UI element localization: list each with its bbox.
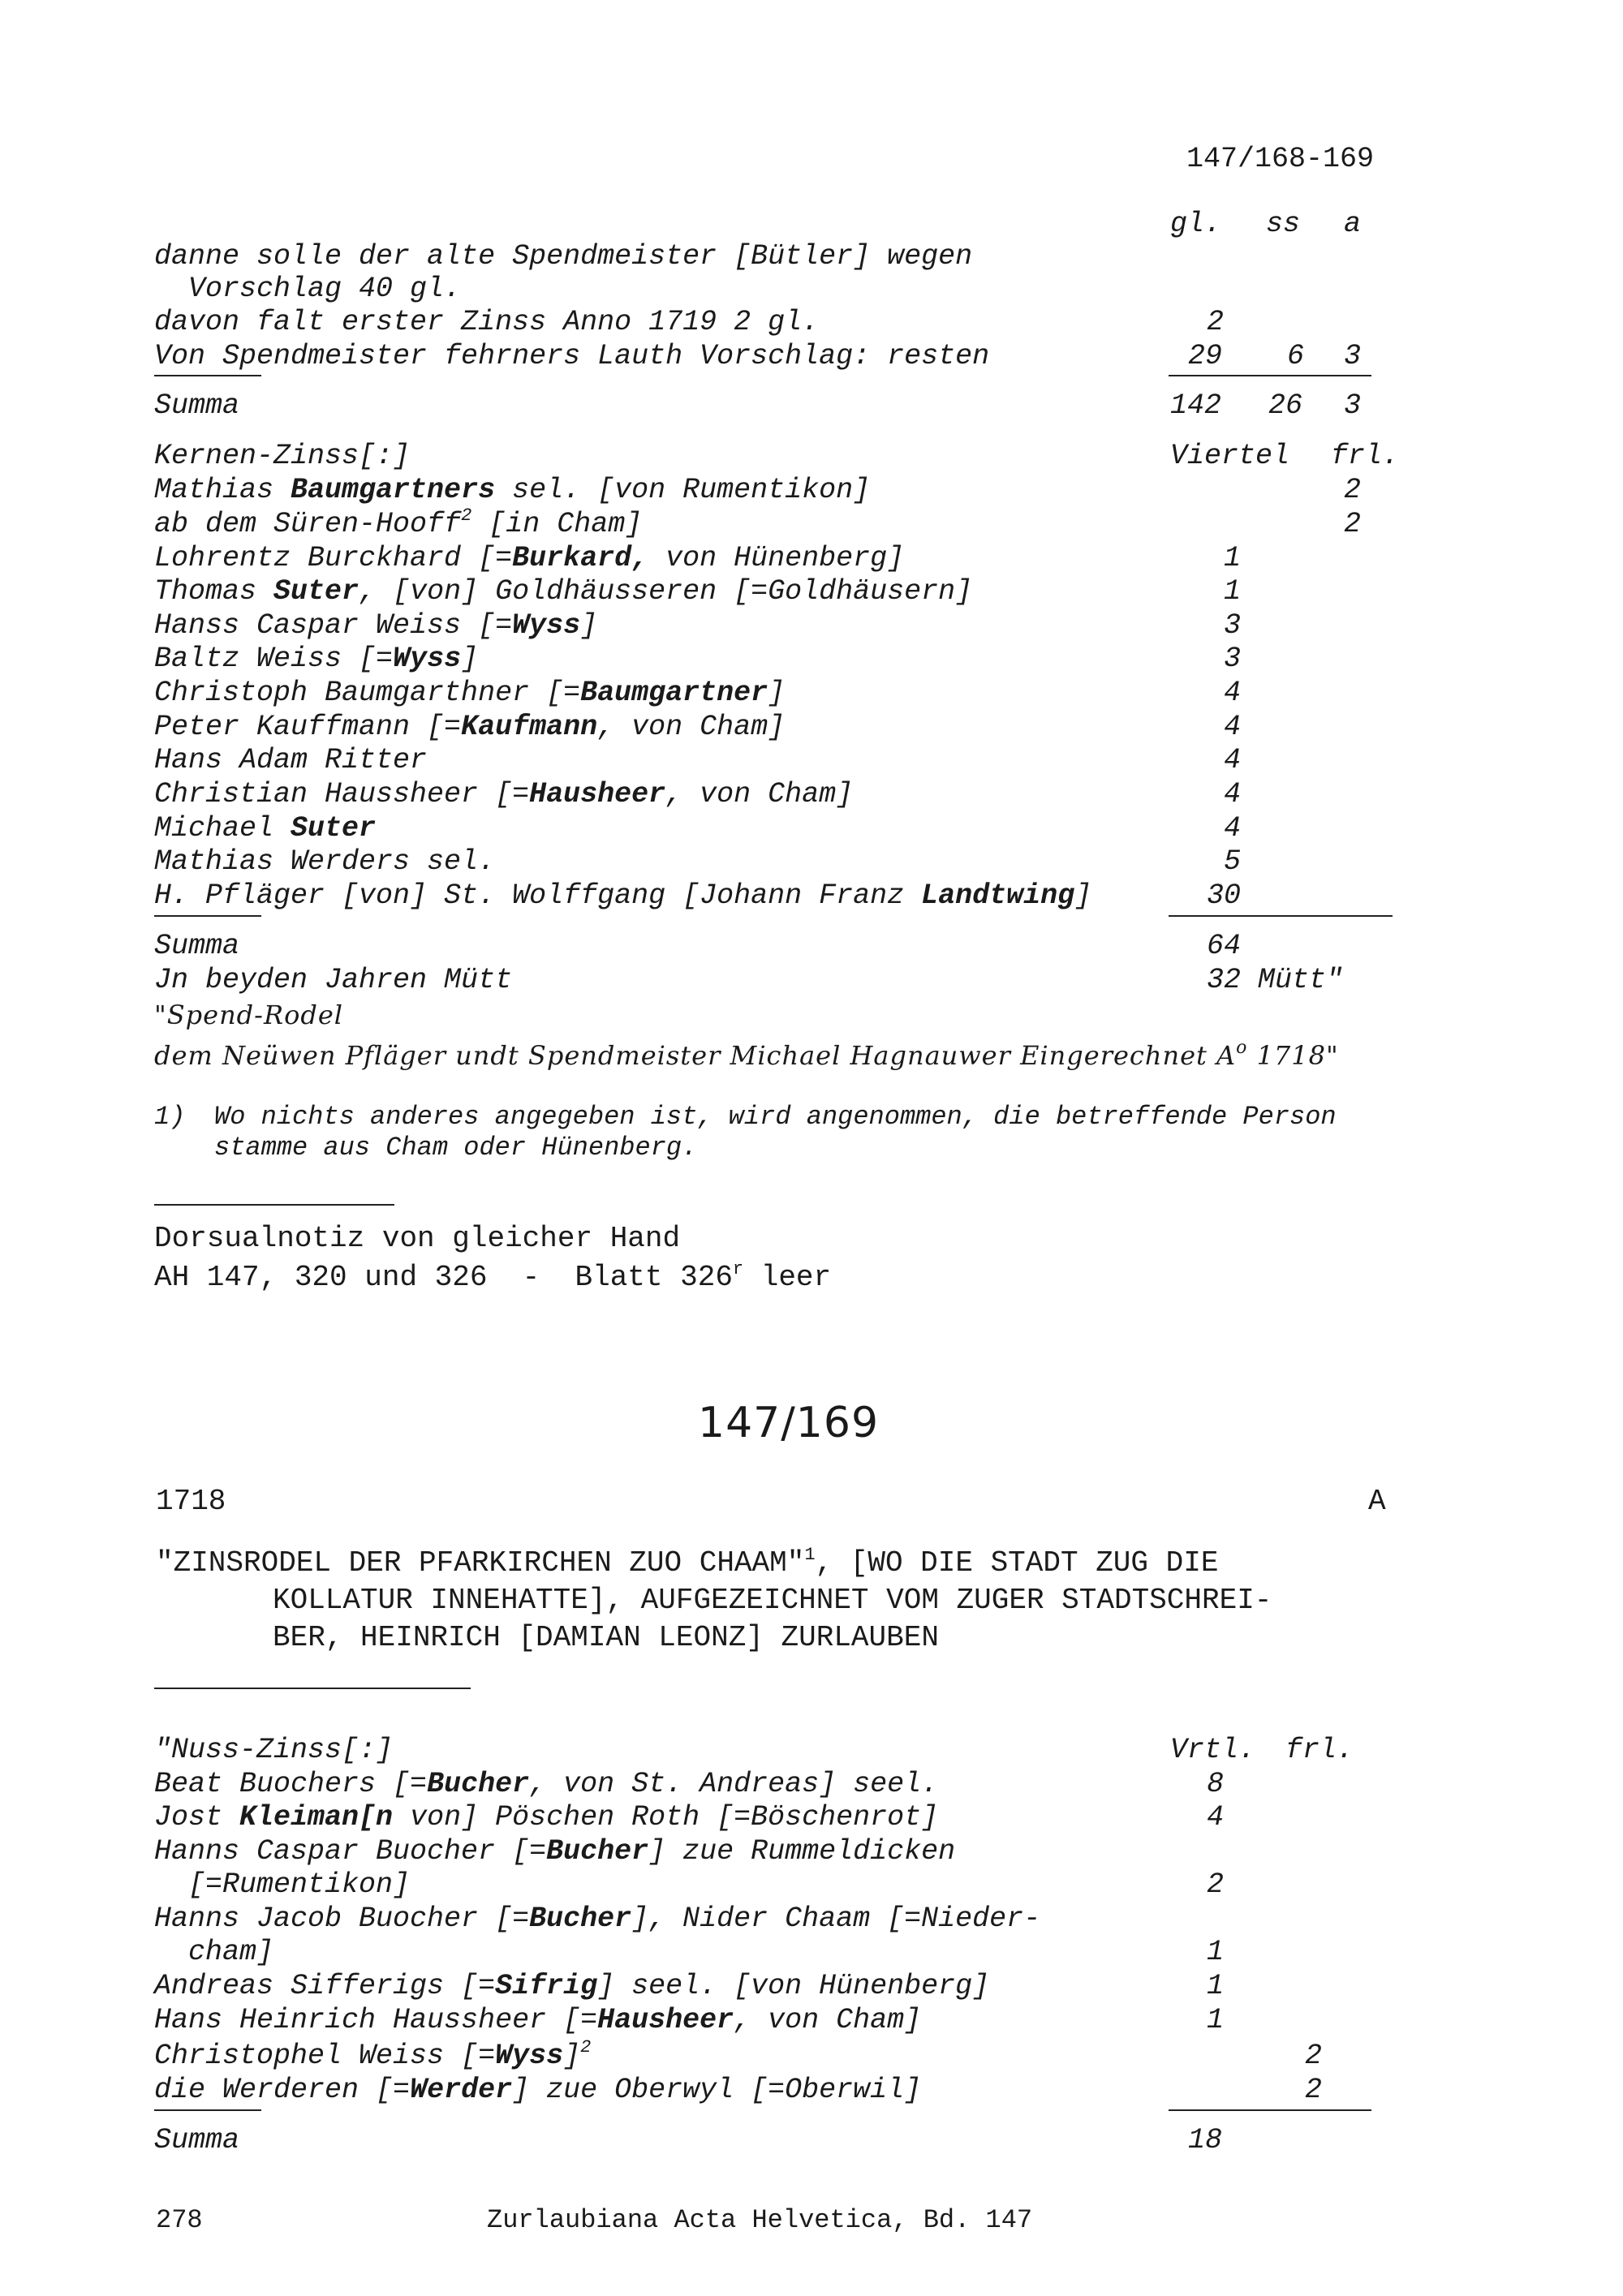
list-item: Peter Kauffmann [=Kaufmann, von Cham] <box>154 711 786 743</box>
value-vrtl: 1 <box>1207 2004 1225 2036</box>
divider <box>1169 2109 1371 2111</box>
divider <box>154 1688 471 1689</box>
archive-reference: AH 147, 320 und 326 - Blatt 326$^r$ leer <box>154 1259 832 1294</box>
column-header-viertel: Viertel <box>1170 440 1290 472</box>
column-header-gl: gl. <box>1170 208 1222 240</box>
list-item: Michael Suter <box>154 812 377 845</box>
table1-row-text: danne solle der alte Spendmeister [Bütler] wegen <box>154 240 973 273</box>
value-viertel: 4 <box>1224 812 1242 845</box>
list-item: Christoph Baumgarthner [=Baumgartner] <box>154 677 786 709</box>
list-item: ab dem Süren-Hooff$^2$ [in Cham] <box>154 505 643 540</box>
document-heading-line: KOLLATUR INNEHATTE], AUFGEZEICHNET VOM ZUGER STADTSCHREI- <box>273 1584 1272 1617</box>
table1-value-ss: 6 <box>1287 340 1305 372</box>
value-vrtl: 2 <box>1207 1868 1225 1901</box>
divider <box>154 915 261 917</box>
year: 1718 <box>156 1485 226 1518</box>
list-item: Thomas Suter, [von] Goldhäusseren [=Goldhäusern] <box>154 575 973 608</box>
value-viertel: 30 <box>1207 879 1242 912</box>
footnote-number: 1) <box>154 1102 186 1132</box>
value-vrtl: 1 <box>1207 1970 1225 2002</box>
summa-label: Summa <box>154 2124 240 2156</box>
list-item: Hanss Caspar Weiss [=Wyss] <box>154 609 598 642</box>
footnote-line: Wo nichts anderes angegeben ist, wird angenommen, die betreffende Person <box>214 1102 1337 1132</box>
summa-viertel: 64 <box>1207 930 1242 962</box>
value-viertel: 4 <box>1224 744 1242 776</box>
value-viertel: 4 <box>1224 677 1242 709</box>
list-item: Hans Heinrich Haussheer [=Hausheer, von Cham] <box>154 2004 922 2036</box>
list-item: Beat Buochers [=Bucher, von St. Andreas] seel. <box>154 1768 939 1800</box>
value-viertel: 5 <box>1224 845 1242 878</box>
column-header-a: a <box>1344 208 1362 240</box>
table1-row-text: Von Spendmeister fehrners Lauth Vorschlag: resten <box>154 340 990 372</box>
script-line-title: "Spend-Rodel <box>154 1000 343 1030</box>
list-item: H. Pfläger [von] St. Wolffgang [Johann Franz Landtwing] <box>154 879 1092 912</box>
section-title-kernen: Kernen-Zinss[:] <box>154 440 411 472</box>
section-title-nuss: "Nuss-Zinss[:] <box>154 1734 394 1766</box>
list-item: cham] <box>154 1936 274 1968</box>
summa-label: Summa <box>154 930 240 962</box>
list-item: Christian Haussheer [=Hausheer, von Cham] <box>154 778 854 810</box>
divider <box>154 375 261 376</box>
column-header-ss: ss <box>1266 208 1301 240</box>
page-reference: 147/168-169 <box>1186 143 1375 175</box>
table1-value-gl: 2 <box>1207 306 1225 338</box>
table1-value-gl: 29 <box>1188 340 1223 372</box>
value-viertel: 4 <box>1224 711 1242 743</box>
value-viertel: 1 <box>1224 542 1242 574</box>
list-item: Baltz Weiss [=Wyss] <box>154 643 479 675</box>
document-letter: A <box>1368 1485 1386 1518</box>
list-item: die Werderen [=Werder] zue Oberwyl [=Oberwil] <box>154 2074 922 2106</box>
list-item: Hanns Jacob Buocher [=Bucher], Nider Chaam [=Nieder- <box>154 1903 1041 1935</box>
value-frl: 2 <box>1344 474 1362 506</box>
document-heading-line: "ZINSRODEL DER PFARKIRCHEN ZUO CHAAM"$^1$, [WO DIE STADT ZUG DIE <box>156 1545 1219 1580</box>
list-item: [=Rumentikon] <box>154 1868 411 1901</box>
table1-value-a: 3 <box>1344 340 1362 372</box>
value-vrtl: 8 <box>1207 1768 1225 1800</box>
section-number: 147/169 <box>698 1399 880 1447</box>
value-vrtl: 1 <box>1207 1936 1225 1968</box>
divider <box>1169 375 1371 376</box>
summa-a: 3 <box>1344 389 1362 422</box>
dorsual-note: Dorsualnotiz von gleicher Hand <box>154 1222 681 1255</box>
summa-vrtl: 18 <box>1188 2124 1223 2156</box>
value-viertel: 3 <box>1224 609 1242 642</box>
list-item: Andreas Sifferigs [=Sifrig] seel. [von Hünenberg] <box>154 1970 990 2002</box>
list-item: Jost Kleiman[n von] Pöschen Roth [=Böschenrot] <box>154 1801 939 1834</box>
summa-label: Summa <box>154 389 240 422</box>
list-item: Mathias Baumgartners sel. [von Rumentikon] <box>154 474 871 506</box>
jn-beyden-value: 32 Mütt" <box>1207 964 1344 996</box>
list-item: Hans Adam Ritter <box>154 744 428 776</box>
column-header-frl: frl. <box>1285 1734 1354 1766</box>
jn-beyden-label: Jn beyden Jahren Mütt <box>154 964 513 996</box>
list-item: Lohrentz Burckhard [=Burkard, von Hünenberg] <box>154 542 905 574</box>
value-vrtl: 4 <box>1207 1801 1225 1834</box>
page-number: 278 <box>156 2205 203 2235</box>
value-viertel: 1 <box>1224 575 1242 608</box>
summa-ss: 26 <box>1268 389 1303 422</box>
list-item: Mathias Werders sel. <box>154 845 496 878</box>
value-frl: 2 <box>1305 2074 1323 2106</box>
divider <box>1169 915 1393 917</box>
footer-title: Zurlaubiana Acta Helvetica, Bd. 147 <box>487 2205 1033 2235</box>
column-header-frl: frl. <box>1331 440 1400 472</box>
value-frl: 2 <box>1305 2040 1323 2072</box>
table1-row-text: davon falt erster Zinss Anno 1719 2 gl. <box>154 306 820 338</box>
table1-row-text: Vorschlag 40 gl. <box>154 273 462 305</box>
document-heading-line: BER, HEINRICH [DAMIAN LEONZ] ZURLAUBEN <box>273 1621 939 1654</box>
list-item: Hanns Caspar Buocher [=Bucher] zue Rummeldicken <box>154 1835 956 1868</box>
divider <box>154 1204 394 1206</box>
column-header-vrtl: Vrtl. <box>1170 1734 1256 1766</box>
list-item: Christophel Weiss [=Wyss]$^2$ <box>154 2037 592 2072</box>
footnote-line: stamme aus Cham oder Hünenberg. <box>214 1133 698 1163</box>
divider <box>154 2109 261 2111</box>
value-frl: 2 <box>1344 508 1362 540</box>
script-line-dedication: dem Neüwen Pfläger undt Spendmeister Michael Hagnauwer Eingerechnet $A^o$ 1718" <box>154 1038 1339 1071</box>
value-viertel: 3 <box>1224 643 1242 675</box>
value-viertel: 4 <box>1224 778 1242 810</box>
summa-gl: 142 <box>1170 389 1222 422</box>
